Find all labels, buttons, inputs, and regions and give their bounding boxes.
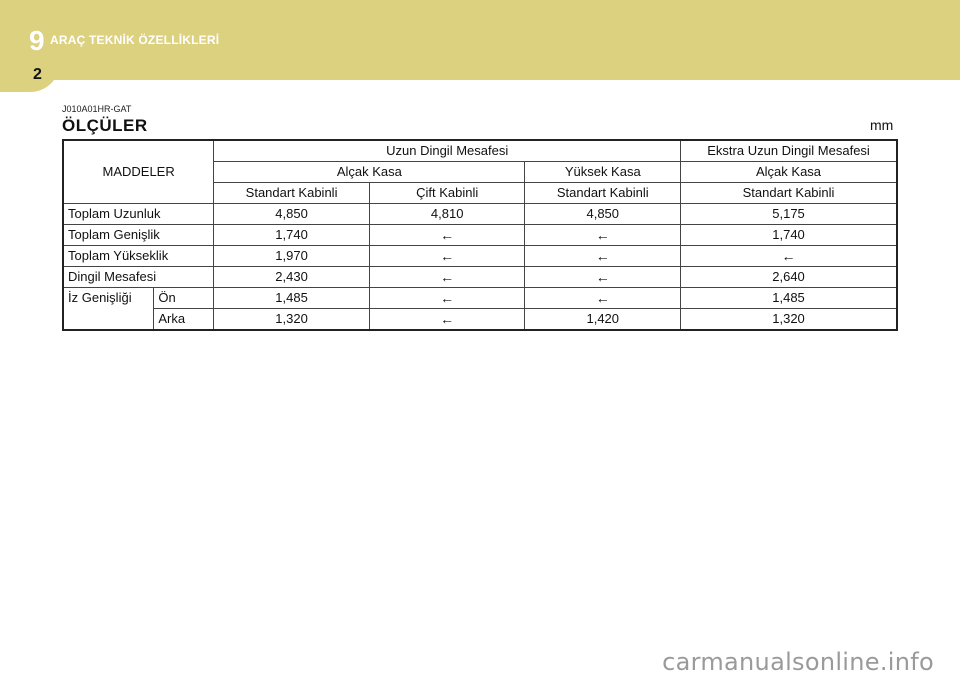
watermark: carmanualsonline.info [662, 648, 934, 676]
table-row [63, 309, 897, 331]
header-standart-kabinli: Standart Kabinli [214, 183, 370, 204]
table-cell: 1,485 [214, 288, 370, 309]
same-as-left-arrow: ← [525, 267, 681, 288]
table-cell: 2,430 [214, 267, 370, 288]
row-label: Toplam Genişlik [63, 225, 214, 246]
table-cell: 4,850 [214, 204, 370, 225]
chapter-title: ARAÇ TEKNİK ÖZELLİKLERİ [50, 33, 220, 47]
table-cell: 5,175 [681, 204, 897, 225]
header-yuksek-kasa: Yüksek Kasa [525, 162, 681, 183]
table-cell: 1,320 [681, 309, 897, 331]
dimensions-table [62, 139, 898, 331]
same-as-left-arrow: ← [369, 288, 525, 309]
unit-label: mm [870, 117, 894, 133]
row-label: Dingil Mesafesi [63, 267, 214, 288]
table-row [63, 267, 897, 288]
row-label: Toplam Yükseklik [63, 246, 214, 267]
table-cell: 4,850 [525, 204, 681, 225]
table-cell: 1,485 [681, 288, 897, 309]
table-cell: 2,640 [681, 267, 897, 288]
table-row [63, 225, 897, 246]
row-sublabel-arka: Arka [154, 309, 214, 331]
table-cell: 1,320 [214, 309, 370, 331]
header-standart-kabinli: Standart Kabinli [525, 183, 681, 204]
page-tab [0, 56, 60, 92]
group-ekstra-uzun-dingil: Ekstra Uzun Dingil Mesafesi [681, 140, 897, 162]
row-label-iz-genisligi: İz Genişliği [63, 288, 154, 331]
same-as-left-arrow: ← [525, 288, 681, 309]
table-row [63, 204, 897, 225]
table-cell: 1,740 [681, 225, 897, 246]
same-as-left-arrow: ← [525, 225, 681, 246]
header-standart-kabinli: Standart Kabinli [681, 183, 897, 204]
same-as-left-arrow: ← [369, 246, 525, 267]
table-cell: 1,740 [214, 225, 370, 246]
header-alcak-kasa: Alçak Kasa [214, 162, 525, 183]
table-cell: 1,970 [214, 246, 370, 267]
group-uzun-dingil: Uzun Dingil Mesafesi [214, 140, 681, 162]
row-label: Toplam Uzunluk [63, 204, 214, 225]
page-number: 2 [33, 66, 42, 83]
section-title: ÖLÇÜLER [62, 116, 148, 135]
document-code: J010A01HR-GAT [62, 104, 132, 114]
same-as-left-arrow: ← [369, 267, 525, 288]
same-as-left-arrow: ← [369, 309, 525, 331]
table-cell: 1,420 [525, 309, 681, 331]
table-row [63, 288, 897, 309]
row-sublabel-on: Ön [154, 288, 214, 309]
table-row [63, 246, 897, 267]
same-as-left-arrow: ← [525, 246, 681, 267]
table-header-row [63, 140, 897, 162]
header-ekstra-alcak-kasa: Alçak Kasa [681, 162, 897, 183]
same-as-left-arrow: ← [681, 246, 897, 267]
header-cift-kabinli: Çift Kabinli [369, 183, 525, 204]
table-cell: 4,810 [369, 204, 525, 225]
same-as-left-arrow: ← [369, 225, 525, 246]
items-header: MADDELER [63, 140, 214, 204]
chapter-number: 9 [29, 25, 45, 56]
